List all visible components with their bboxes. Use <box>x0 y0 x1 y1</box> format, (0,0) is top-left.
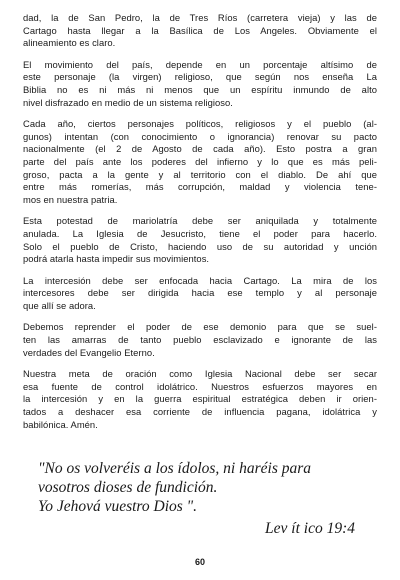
text-line: La intercesión debe ser enfocada hacia Cartago. La mira de los <box>23 274 377 286</box>
quote-line: vosotros dioses de fundición. <box>38 479 218 496</box>
text-line: Solo el pueblo de Cristo, haciendo uso de su autoridad y unción <box>23 240 377 252</box>
text-line: intercesores debe ser dirigida hacia ese templo y al personaje <box>23 287 377 299</box>
paragraph-7 <box>23 368 377 431</box>
text-line: alineamiento es claro. <box>23 37 116 49</box>
text-line: verdades del Evangelio Eterno. <box>23 346 155 358</box>
paragraph-5 <box>23 275 377 313</box>
text-line: parte del país ante los poderes del infierno y lo que es más peli- <box>23 155 377 167</box>
text-line: El movimiento del país, depende en un porcentaje altísimo de <box>23 58 377 70</box>
text-line: entre más romerías, más corrupción, maldad y violencia tene- <box>23 181 377 193</box>
paragraph-1 <box>23 12 377 50</box>
text-line: dad, la de San Pedro, la de Tres Ríos (carretera vieja) y las de <box>23 12 377 23</box>
text-line: mos en nuestra patria. <box>23 193 118 205</box>
text-line: Debemos reprender el poder de ese demonio para que se suel- <box>23 321 377 333</box>
paragraph-3 <box>23 118 377 206</box>
text-line: la intercesión y en la guerra espiritual estratégica deben ir orien- <box>23 393 377 405</box>
text-line: Biblia no es ni más ni menos que un espíritu inmundo de alto <box>23 83 377 95</box>
text-line: nivel disfrazado en medio de un sistema religioso. <box>23 96 233 108</box>
text-line: groso, pacta a la gente y al territorio con el diablo. De ahí que <box>23 168 377 180</box>
quote-line: "No os volveréis a los ídolos, ni haréis para <box>38 460 312 477</box>
text-line: babilónica. Amén. <box>23 418 98 430</box>
text-line: Cada año, ciertos personajes políticos, religiosos y el pueblo (al- <box>23 118 377 130</box>
text-line: esa fuente de control idolátrico. Nuestros esfuerzos mayores en <box>23 380 377 392</box>
text-line: Cartago hasta llegar a la Basílica de Los Angeles. Obviamente el <box>23 24 377 36</box>
document-body <box>23 12 377 440</box>
paragraph-4 <box>23 215 377 265</box>
text-line: tados a deshacer esa corriente de influencia pagana, idolátrica y <box>23 406 377 418</box>
text-line: que allí se adora. <box>23 299 96 311</box>
quote-line: Yo Jehová vuestro Dios ". <box>38 498 198 515</box>
paragraph-2 <box>23 59 377 109</box>
page-number: 60 <box>194 557 205 567</box>
text-line: ten las amarras de tanto pueblo esclavizado e ignorante de las <box>23 334 377 346</box>
text-line: Esta potestad de mariolatría debe ser aniquilada y totalmente <box>23 215 377 227</box>
text-line: este personaje (la virgen) religioso, que según nos enseña La <box>23 71 377 83</box>
scripture-citation: Lev ít ico 19:4 <box>265 520 355 537</box>
text-line: nacionalmente (el 2 de Agosto de cada año). Esto postra a gran <box>23 143 377 155</box>
paragraph-6 <box>23 321 377 359</box>
text-line: Nuestra meta de oración como Iglesia Nacional debe ser secar <box>23 368 377 380</box>
text-line: gunos) intentan (con conocimiento o ignorancia) renovar su pacto <box>23 130 377 142</box>
text-line: anulada. La Iglesia de Jesucristo, tiene el poder para hacerlo. <box>23 227 377 239</box>
text-line: podrá atarla hasta impedir sus movimientos. <box>23 253 210 265</box>
scripture-quote <box>38 459 368 516</box>
